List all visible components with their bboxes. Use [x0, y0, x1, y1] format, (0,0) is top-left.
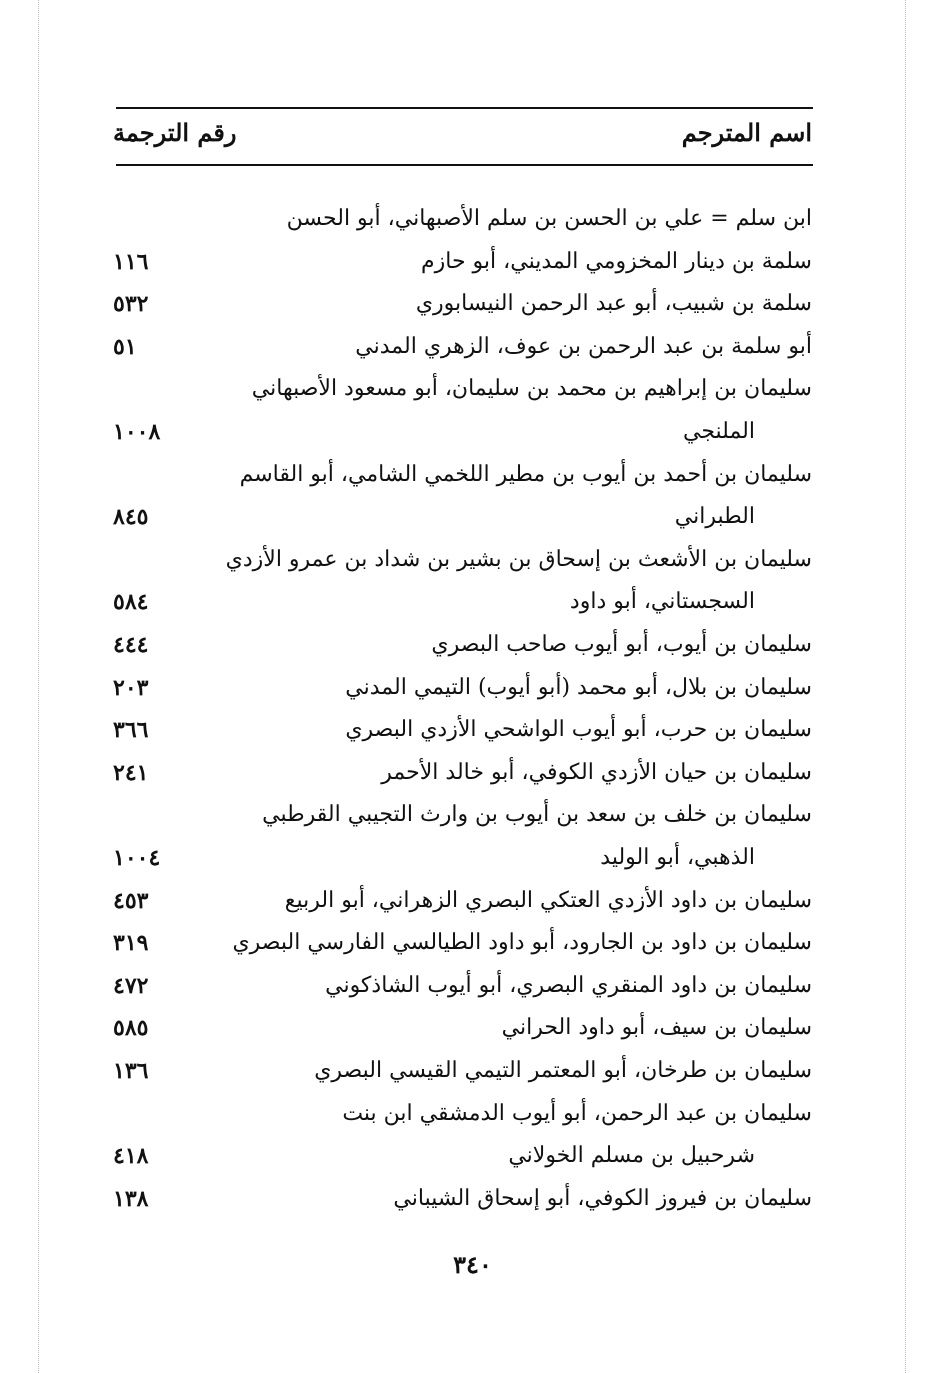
entry-name: سلمة بن شبيب، أبو عبد الرحمن النيسابوري	[415, 291, 812, 316]
entry-name: سليمان بن عبد الرحمن، أبو أيوب الدمشقي ابن بنت	[342, 1101, 812, 1126]
entry-number: ٥٣٢	[113, 291, 149, 317]
entry-name: سليمان بن إبراهيم بن محمد بن سليمان، أبو مسعود الأصبهاني	[251, 376, 812, 401]
number-column-header: رقم الترجمة	[113, 118, 237, 147]
entry-number: ٥١	[113, 334, 137, 360]
entry-name: سليمان بن داود الأزدي العتكي البصري الزهراني، أبو الربيع	[284, 888, 812, 913]
scan-guide-line	[905, 0, 906, 1373]
entry-name: سليمان بن بلال، أبو محمد (أبو أيوب) التيمي المدني	[345, 675, 812, 700]
entry-name: سليمان بن الأشعث بن إسحاق بن بشير بن شداد بن عمرو الأزدي	[225, 547, 812, 572]
entry-name: سليمان بن داود المنقري البصري، أبو أيوب الشاذكوني	[325, 973, 812, 998]
entry-name: أبو سلمة بن عبد الرحمن بن عوف، الزهري المدني	[355, 334, 812, 359]
entry-number: ١٣٦	[113, 1058, 149, 1084]
entry-number: ٤٧٢	[113, 973, 149, 999]
entry-name: سليمان بن أحمد بن أيوب بن مطير اللخمي الشامي، أبو القاسم	[239, 462, 812, 487]
name-column-header: اسم المترجم	[681, 118, 812, 147]
entry-name: سليمان بن حيان الأزدي الكوفي، أبو خالد الأحمر	[381, 760, 812, 785]
entry-number: ٨٤٥	[113, 504, 149, 530]
entry-number: ٢٤١	[113, 760, 149, 786]
entry-name-continuation: الملنجي	[683, 419, 755, 444]
entry-number: ٣٦٦	[113, 717, 149, 743]
entry-name: سليمان بن داود بن الجارود، أبو داود الطيالسي الفارسي البصري	[232, 930, 812, 955]
entry-name: سلمة بن دينار المخزومي المديني، أبو حازم	[421, 249, 812, 274]
entry-number: ٥٨٤	[113, 589, 149, 615]
entry-name-continuation: السجستاني، أبو داود	[569, 589, 755, 614]
header-bottom-rule	[116, 164, 813, 166]
scan-guide-line	[38, 0, 39, 1373]
entry-number: ١٣٨	[113, 1186, 149, 1212]
header-top-rule	[116, 107, 813, 109]
entry-number: ١١٦	[113, 249, 149, 275]
entry-name: سليمان بن سيف، أبو داود الحراني	[501, 1015, 812, 1040]
entry-name-continuation: الذهبي، أبو الوليد	[600, 845, 755, 870]
entry-name: سليمان بن حرب، أبو أيوب الواشحي الأزدي البصري	[345, 717, 812, 742]
page-number: ٣٤٠	[453, 1250, 492, 1279]
entry-name: سليمان بن فيروز الكوفي، أبو إسحاق الشيباني	[393, 1186, 812, 1211]
entry-name: سليمان بن طرخان، أبو المعتمر التيمي القيسي البصري	[314, 1058, 812, 1083]
entry-number: ٢٠٣	[113, 675, 149, 701]
entry-number: ١٠٠٨	[113, 419, 161, 445]
entry-name: ابن سلم = علي بن الحسن بن سلم الأصبهاني، أبو الحسن	[286, 206, 812, 231]
entry-number: ٤٥٣	[113, 888, 149, 914]
entry-name: سليمان بن أيوب، أبو أيوب صاحب البصري	[431, 632, 812, 657]
entry-name: سليمان بن خلف بن سعد بن أيوب بن وارث التجيبي القرطبي	[262, 802, 812, 827]
entry-number: ١٠٠٤	[113, 845, 161, 871]
entry-name-continuation: شرحبيل بن مسلم الخولاني	[508, 1143, 755, 1168]
entry-number: ٣١٩	[113, 930, 149, 956]
entry-number: ٤٤٤	[113, 632, 149, 658]
entry-number: ٤١٨	[113, 1143, 149, 1169]
entry-number: ٥٨٥	[113, 1015, 149, 1041]
entry-name-continuation: الطبراني	[674, 504, 755, 529]
